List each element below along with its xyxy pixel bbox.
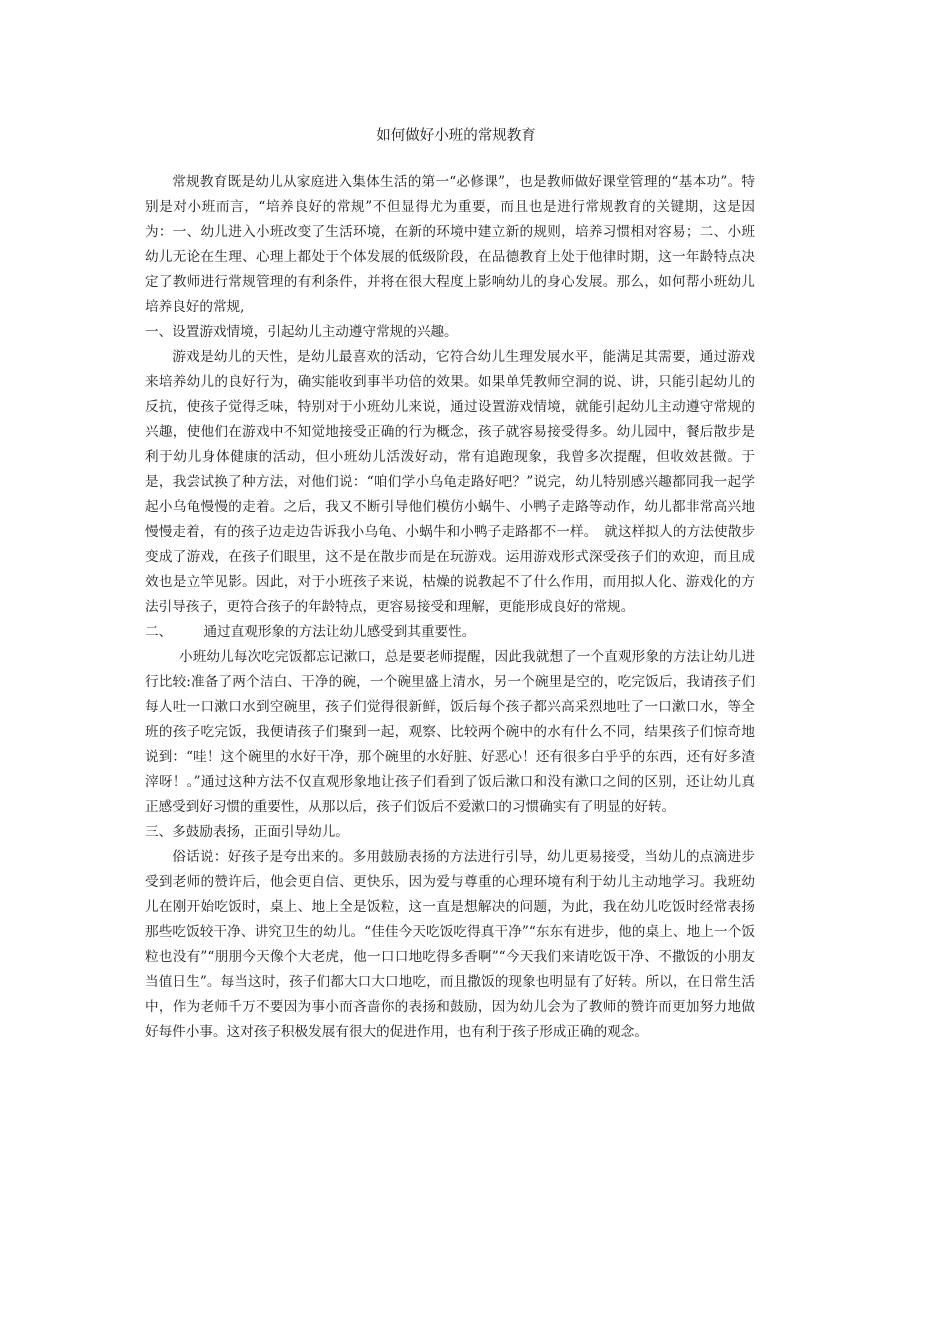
document-page [145, 126, 755, 1045]
intro-paragraph: 常规教育既是幼儿从家庭进入集体生活的第一“必修课”，也是教师做好课堂管理的“基本功”。特别是对小班而言，“培养良好的常规”不但显得尤为重要，而且也是进行常规教育的关键期，这是因为：一、幼儿进入小班改变了生活环境，在新的环境中建立新的规则，培养习惯相对容易；二、小班幼儿无论在生理、心理上都处于个体发展的低级阶段，在品德教育上处于他律时期，这一年龄特点决定了教师进行常规管理的有利条件，并将在很大程度上影响幼儿的身心发展。那么，如何帮小班幼儿培养良好的常规, [145, 174, 755, 315]
document-title: 如何做好小班的常规教育 [376, 128, 536, 144]
section-2-number: 二、 [145, 624, 173, 640]
section-3-heading: 三、多鼓励表扬，正面引导幼儿。 [145, 824, 349, 840]
section-2-heading [145, 620, 755, 645]
section-1-heading: 一、设置游戏情境，引起幼儿主动遵守常规的兴趣。 [145, 324, 458, 340]
section-3-body: 俗话说：好孩子是夸出来的。多用鼓励表扬的方法进行引导，幼儿更易接受，当幼儿的点滴进步受到老师的赞许后，他会更自信、更快乐，因为爱与尊重的心理环境有利于幼儿主动地学习。我班幼儿在刚开始吃饭时，桌上、地上全是饭粒，这一直是想解决的问题，为此，我在幼儿吃饭时经常表扬那些吃饭较干净、讲究卫生的幼儿。“佳佳今天吃饭吃得真干净”“东东有进步，他的桌上、地上一个饭粒也没有”“朋朋今天像个大老虎，他一口口地吃得多香啊”“今天我们来请吃饭干净、不撒饭的小朋友当值日生”。每当这时，孩子们都大口大口地吃，而且撒饭的现象也明显有了好转。所以，在日常生活中，作为老师千万不要因为事小而吝啬你的表扬和鼓励，因为幼儿会为了教师的赞许而更加努力地做好每件小事。这对孩子积极发展有很大的促进作用，也有利于孩子形成正确的观念。 [145, 849, 755, 1040]
section-1-body: 游戏是幼儿的天性，是幼儿最喜欢的活动，它符合幼儿生理发展水平，能满足其需要，通过游戏来培养幼儿的良好行为，确实能收到事半功倍的效果。如果单凭教师空洞的说、讲，只能引起幼儿的反抗，使孩子觉得乏味，特别对于小班幼儿来说，通过设置游戏情境，就能引起幼儿主动遵守常规的兴趣，使他们在游戏中不知觉地接受正确的行为概念，孩子就容易接受得多。幼儿园中，餐后散步是利于幼儿身体健康的活动，但小班幼儿活泼好动，常有追跑现象，我曾多次提醒，但收效甚微。于是，我尝试换了种方法，对他们说：“咱们学小乌龟走路好吧？”说完，幼儿特别感兴趣都同我一起学起小乌龟慢慢的走着。之后，我又不断引导他们模仿小蜗牛、小鸭子走路等动作，幼儿都非常高兴地慢慢走着，有的孩子边走边告诉我小乌龟、小蜗牛和小鸭子走路都不一样。 就这样拟人的方法使散步变成了游戏，在孩子们眼里，这不是在散步而是在玩游戏。运用游戏形式深受孩子们的欢迎，而且成效也是立竿见影。因此，对于小班孩子来说，枯燥的说教起不了什么作用，而用拟人化、游戏化的方法引导孩子，更符合孩子的年龄特点，更容易接受和理解，更能形成良好的常规。 [145, 349, 755, 615]
section-2-heading-text: 通过直观形象的方法让幼儿感受到其重要性。 [203, 624, 476, 640]
section-2-body: 小班幼儿每次吃完饭都忘记漱口，总是要老师提醒，因此我就想了一个直观形象的方法让幼儿进行比较:准备了两个洁白、干净的碗，一个碗里盛上清水，另一个碗里是空的，吃完饭后，我请孩子们每人吐一口漱口水到空碗里，孩子们觉得很新鲜，饭后每个孩子都兴高采烈地吐了一口漱口水，等全班的孩子吃完饭，我便请孩子们聚到一起，观察、比较两个碗中的水有什么不同，结果孩子们惊奇地说到：“哇！这个碗里的水好干净，那个碗里的水好脏、好恶心！还有很多白乎乎的东西，还有好多渣滓呀！。”通过这种方法不仅直观形象地让孩子们看到了饭后漱口和没有漱口之间的区别，还让幼儿真正感受到好习惯的重要性，从那以后，孩子们饭后不爱漱口的习惯确实有了明显的好转。 [145, 649, 755, 815]
